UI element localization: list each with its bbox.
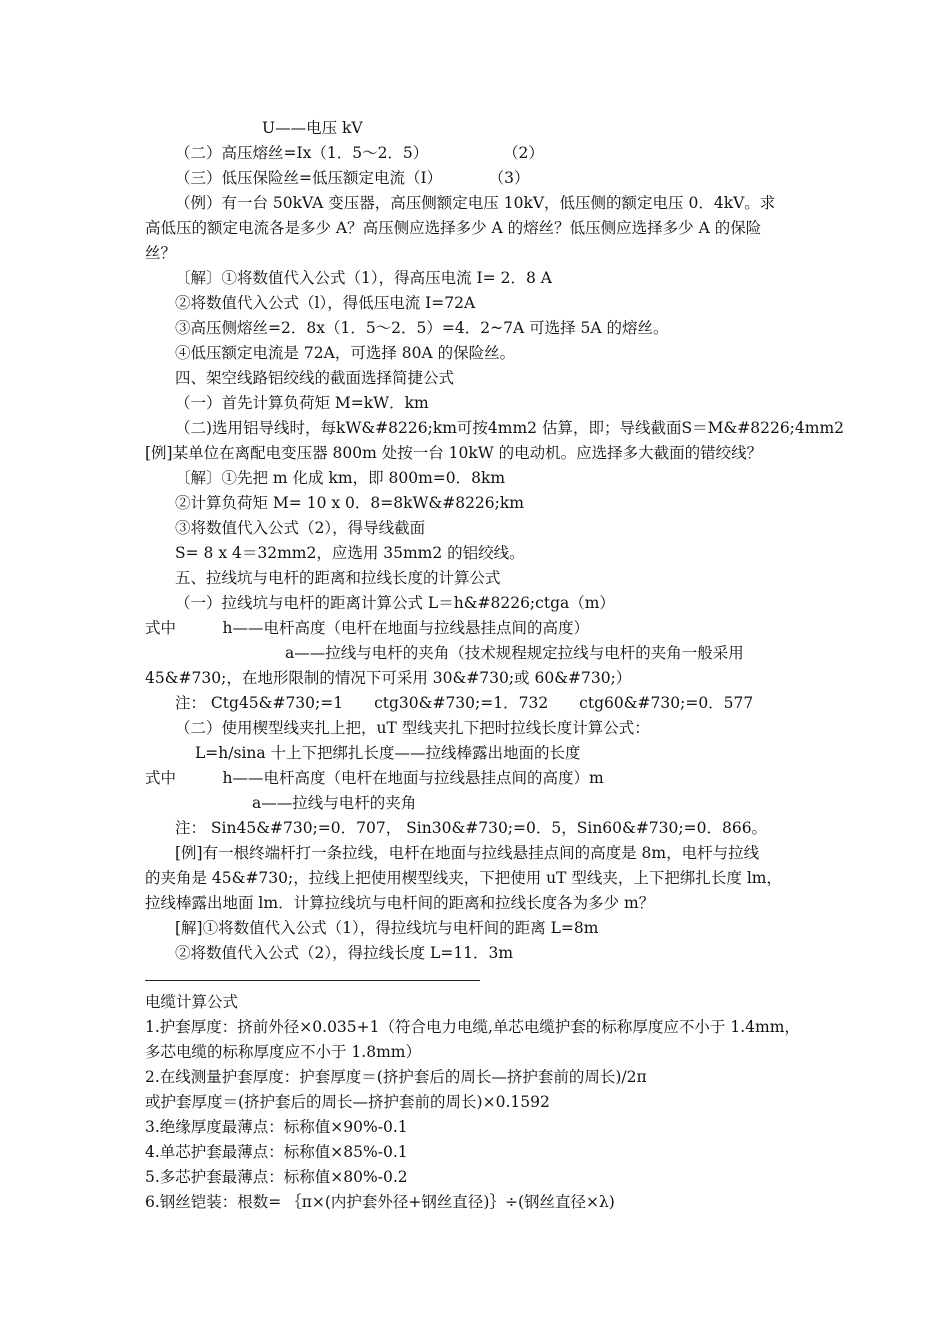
text-line: 式中 h——电杆高度（电杆在地面与拉线悬挂点间的高度）m [145, 769, 604, 787]
text-line: 〔解〕①将数值代入公式（1），得高压电流 I= 2．8 A [175, 269, 552, 287]
text-line: a——拉线与电杆的夹角（技术规程规定拉线与电杆的夹角一般采用 [285, 644, 744, 662]
text-line: （例）有一台 50kVA 变压器，高压侧额定电压 10kV，低压侧的额定电压 0．4kV。求 [175, 194, 776, 212]
text-line: 丝？ [145, 244, 177, 262]
text-line: L=h/sina 十上下把绑扎长度——拉线棒露出地面的长度 [195, 744, 581, 762]
text-line: （一）首先计算负荷矩 M=kW．km [175, 394, 429, 412]
text-line: 4.单芯护套最薄点：标称值×85%-0.1 [145, 1143, 408, 1161]
text-line: 6.钢丝铠装：根数= ｛π×(内护套外径+钢丝直径)｝÷(钢丝直径×λ) [145, 1193, 615, 1211]
text-line: ②将数值代入公式（2），得拉线长度 L=11．3m [175, 944, 514, 962]
text-line: 注： Sin45&#730;=0．707， Sin30&#730;=0．5，Sin60&#730;=0．866。 [175, 819, 768, 837]
text-line: ④低压额定电流是 72A，可选择 80A 的保险丝。 [175, 344, 516, 362]
text-line: [例]有一根终端杆打一条拉线，电杆在地面与拉线悬挂点间的高度是 8m，电杆与拉线 [175, 844, 760, 862]
text-line: S= 8 x 4＝32mm2，应选用 35mm2 的铝绞线。 [175, 544, 525, 562]
text-line: [例]某单位在离配电变压器 800m 处按一台 10kW 的电动机。应选择多大截面的错绞线？ [145, 444, 763, 462]
text-line: （三）低压保险丝=低压额定电流（I） （3） [175, 169, 530, 187]
horizontal-divider [145, 980, 480, 981]
text-line: 5.多芯护套最薄点：标称值×80%-0.2 [145, 1168, 408, 1186]
section-heading: 四、架空线路铝绞线的截面选择简捷公式 [175, 369, 455, 387]
text-line: 式中 h——电杆高度（电杆在地面与拉线悬挂点间的高度） [145, 619, 589, 637]
text-line: U——电压 kV [262, 119, 363, 137]
text-line: [解]①将数值代入公式（1），得拉线坑与电杆间的距离 L=8m [175, 919, 599, 937]
text-line: 拉线棒露出地面 lm．计算拉线坑与电杆间的距离和拉线长度各为多少 m？ [145, 894, 655, 912]
text-line: （二）高压熔丝=Ix（1．5～2．5） （2） [175, 144, 544, 162]
text-line: 3.绝缘厚度最薄点：标称值×90%-0.1 [145, 1118, 408, 1136]
text-line: 45&#730;，在地形限制的情况下可采用 30&#730;或 60&#730;） [145, 669, 632, 687]
text-line: ③高压侧熔丝=2．8x（1．5～2．5）=4．2~7A 可选择 5A 的熔丝。 [175, 319, 669, 337]
text-line: 或护套厚度＝(挤护套后的周长—挤护套前的周长)×0.1592 [145, 1093, 550, 1111]
section-heading: 五、拉线坑与电杆的距离和拉线长度的计算公式 [175, 569, 501, 587]
section-heading: 电缆计算公式 [145, 993, 239, 1011]
text-line: 高低压的额定电流各是多少 A？高压侧应选择多少 A 的熔丝？低压侧应选择多少 A 的保险 [145, 219, 762, 237]
text-line: ③将数值代入公式（2），得导线截面 [175, 519, 426, 537]
text-line: 2.在线测量护套厚度：护套厚度＝(挤护套后的周长—挤护套前的周长)/2π [145, 1068, 647, 1086]
text-line: （二)选用铝导线时，每kW&#8226;km可按4mm2 估算，即；导线截面S＝M&#8226;4mm2 [175, 419, 845, 437]
text-line: ②将数值代入公式（l），得低压电流 I=72A [175, 294, 476, 312]
text-line: （一）拉线坑与电杆的距离计算公式 L＝h&#8226;ctga（m） [175, 594, 615, 612]
text-line: 注： Ctg45&#730;=1 ctg30&#730;=1．732 ctg60&#730;=0．577 [175, 694, 754, 712]
text-line: 的夹角是 45&#730;，拉线上把使用楔型线夹，下把使用 uT 型线夹，上下把绑扎长度 lm， [145, 869, 783, 887]
text-line: （二）使用楔型线夹扎上把，uT 型线夹扎下把时拉线长度计算公式： [175, 719, 650, 737]
text-line: 1.护套厚度：挤前外径×0.035+1（符合电力电缆,单芯电缆护套的标称厚度应不小于 1.4mm， [145, 1018, 800, 1036]
text-line: 〔解〕①先把 m 化成 km，即 800m=0．8km [175, 469, 506, 487]
text-line: 多芯电缆的标称厚度应不小于 1.8mm） [145, 1043, 421, 1061]
text-line: a——拉线与电杆的夹角 [252, 794, 417, 812]
text-line: ②计算负荷矩 M= 10 x 0．8=8kW&#8226;km [175, 494, 524, 512]
